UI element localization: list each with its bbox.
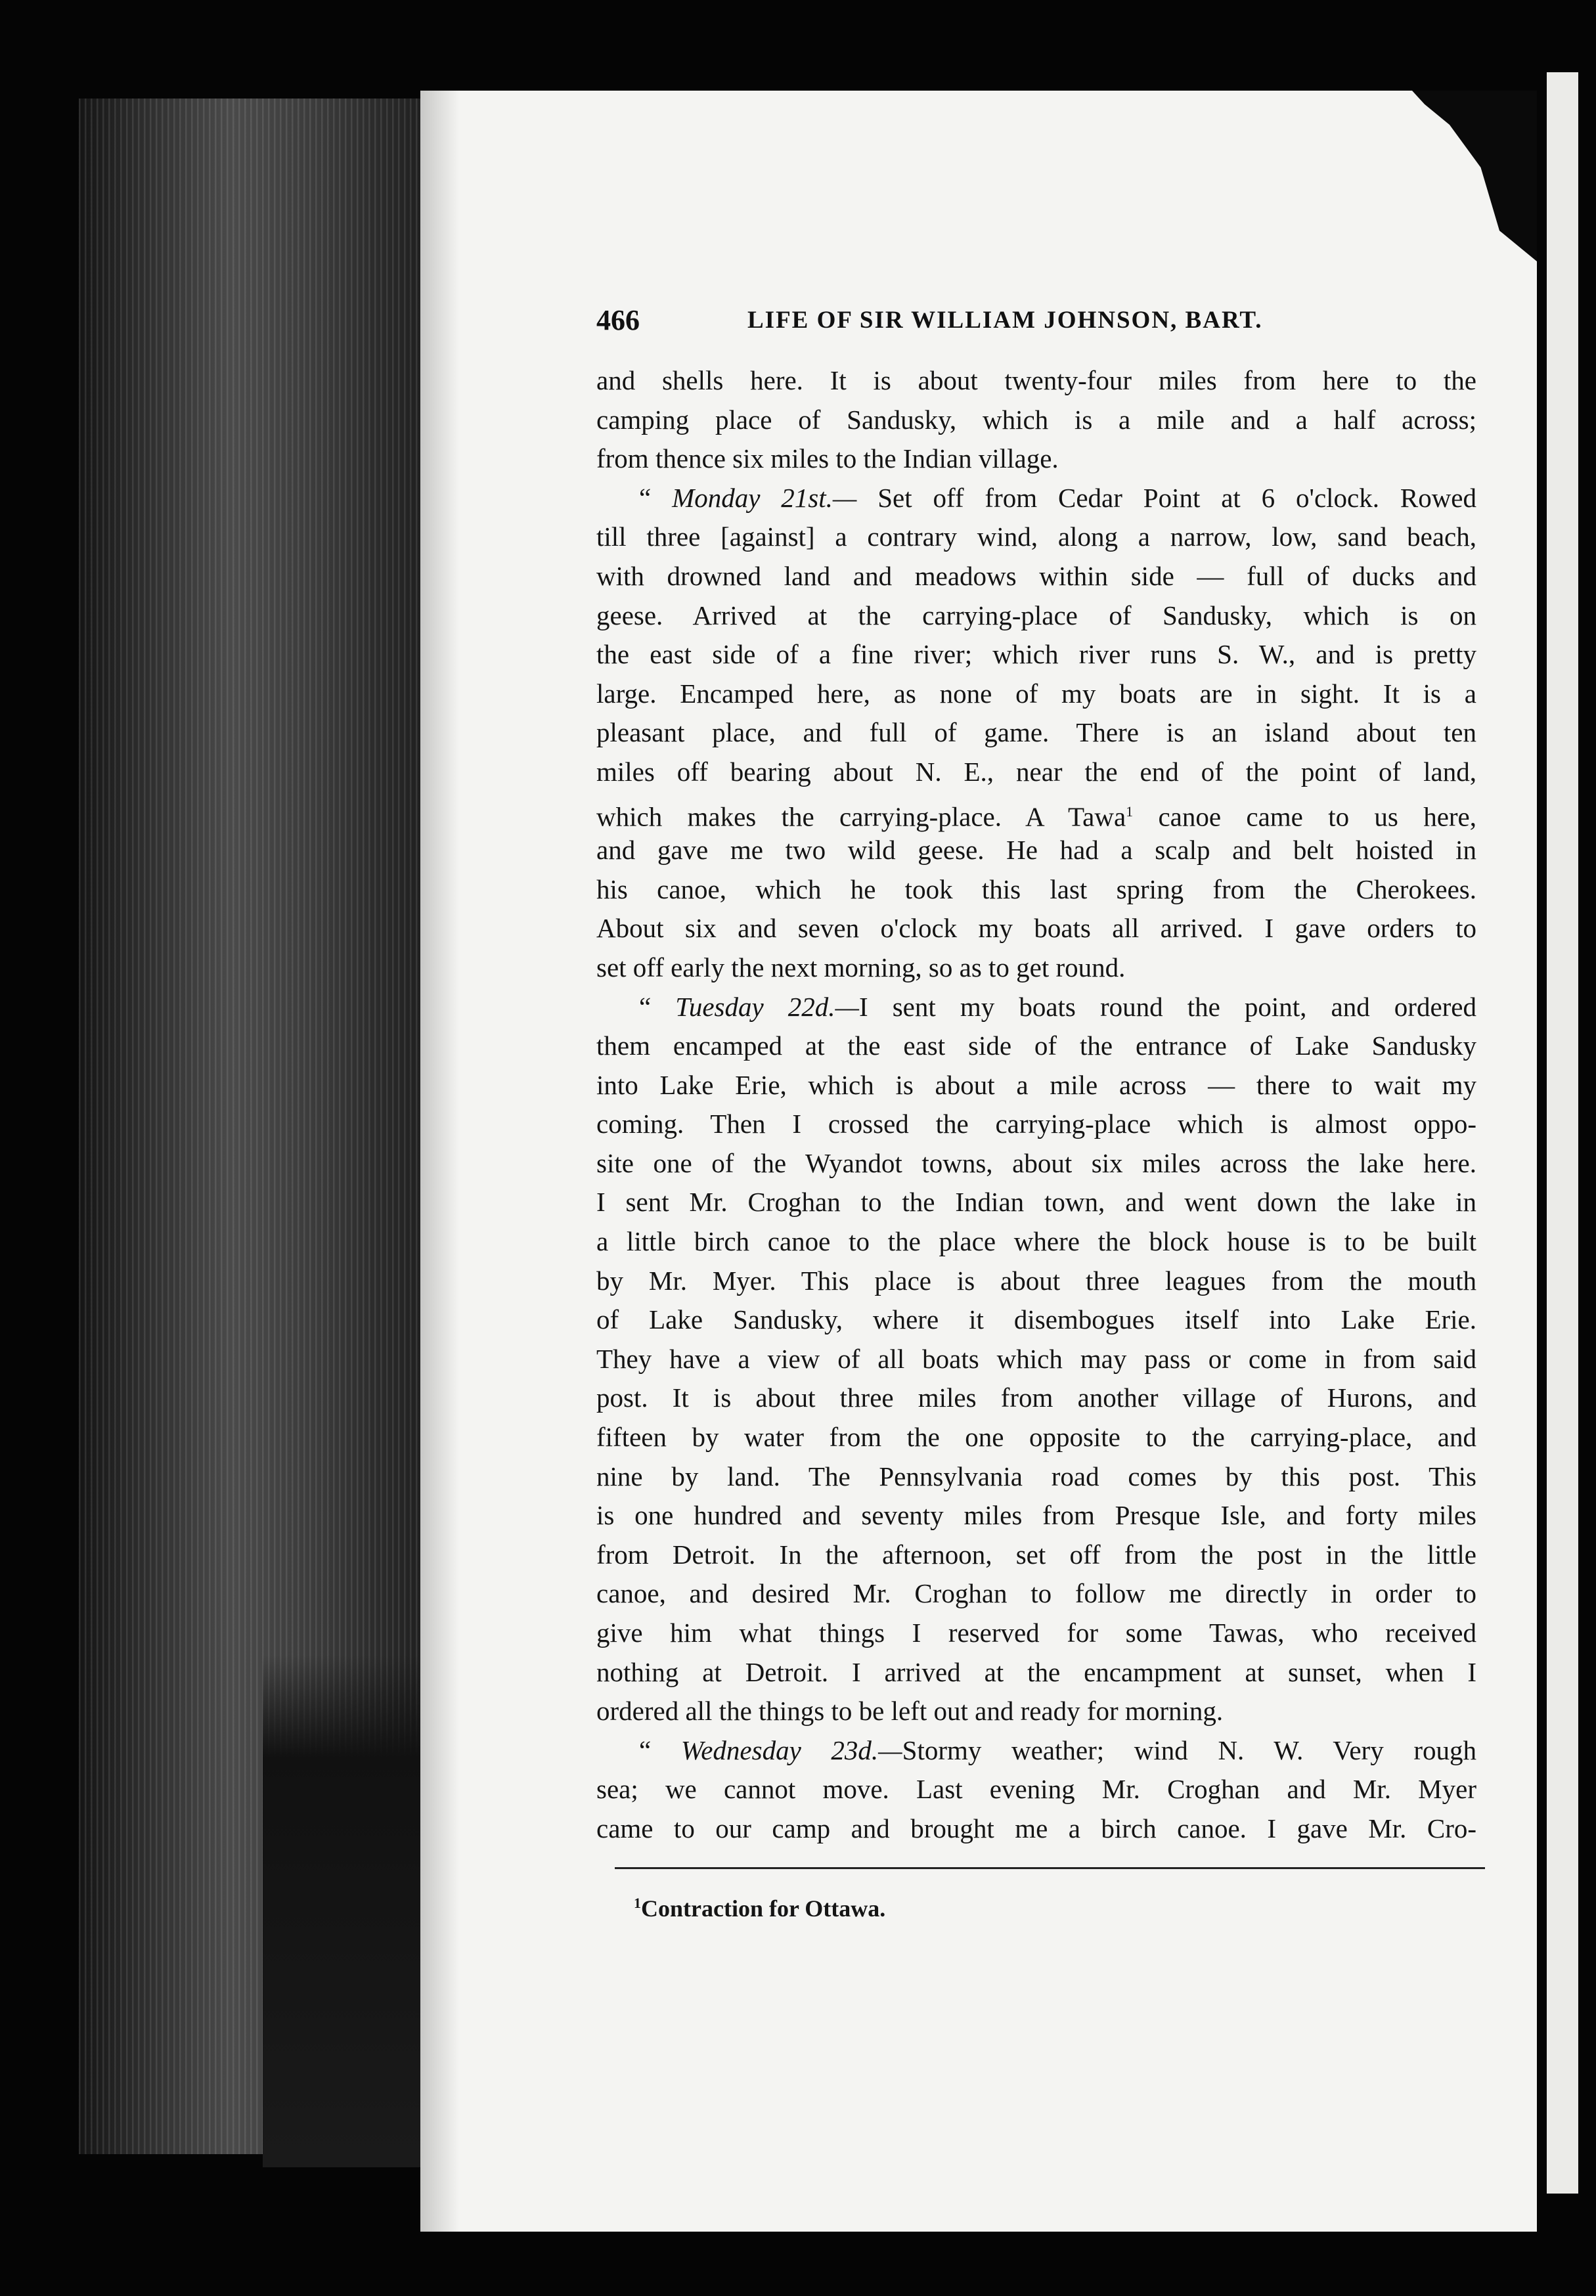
text-line: site one of the Wyandot towns, about six miles across the lake here. — [596, 1147, 1476, 1178]
text-line: set off early the next morning, so as to get round. — [596, 952, 1126, 982]
text-line: camping place of Sandusky, which is a mile and a half across; — [596, 404, 1476, 435]
text-line: I sent Mr. Croghan to the Indian town, and went down the lake in — [596, 1187, 1476, 1218]
text-line: nine by land. The Pennsylvania road comes by this post. This — [596, 1461, 1476, 1491]
text-line: which makes the carrying-place. A Tawa — [596, 801, 1126, 832]
text-line-with-footnote — [596, 792, 1476, 831]
page-gutter-shadow — [420, 91, 460, 2232]
text-line: pleasant place, and full of game. There is an island about ten — [596, 717, 1476, 748]
text-line: About six and seven o'clock my boats all arrived. I gave orders to — [596, 913, 1476, 944]
text-line: them encamped at the east side of the entrance of Lake Sandusky — [596, 1030, 1476, 1061]
text-line: from thence six miles to the Indian village. — [596, 443, 1059, 474]
running-head: LIFE OF SIR WILLIAM JOHNSON, BART. — [747, 307, 1263, 334]
text-line: fifteen by water from the one opposite to the carrying-place, and — [596, 1422, 1476, 1453]
footnote — [634, 1895, 885, 1922]
text-line: Set off from Cedar Point at 6 o'clock. Rowed — [877, 482, 1477, 513]
text-line: canoe came to us here, — [1158, 801, 1476, 832]
text-line: sea; we cannot move. Last evening Mr. Croghan and Mr. Myer — [596, 1774, 1476, 1805]
text-line: nothing at Detroit. I arrived at the encampment at sunset, when I — [596, 1656, 1476, 1687]
footnote-marker: 1 — [1126, 803, 1134, 820]
entry-tuesday — [596, 988, 1476, 1027]
open-quote: “ — [639, 1734, 652, 1765]
footnote-divider — [615, 1867, 1485, 1869]
text-line: post. It is about three miles from another village of Hurons, and — [596, 1382, 1476, 1413]
text-line: his canoe, which he took this last spring from the Cherokees. — [596, 873, 1476, 904]
text-line: large. Encamped here, as none of my boats are in sight. It is a — [596, 678, 1476, 709]
page-body-text — [596, 361, 1476, 1849]
text-line: is one hundred and seventy miles from Presque Isle, and forty miles — [596, 1500, 1476, 1531]
entry-date-wednesday: Wednesday 23d.— — [680, 1734, 902, 1765]
text-line: give him what things I reserved for some Tawas, who received — [596, 1618, 1476, 1648]
text-line: with drowned land and meadows within side — full of ducks and — [596, 560, 1476, 591]
open-quote: “ — [639, 482, 652, 513]
page-header — [596, 303, 1332, 343]
entry-date-tuesday: Tuesday 22d.— — [675, 991, 859, 1022]
footnote-text: Contraction for Ottawa. — [641, 1895, 886, 1922]
text-line: by Mr. Myer. This place is about three leagues from the mouth — [596, 1265, 1476, 1296]
text-line: They have a view of all boats which may pass or come in from said — [596, 1343, 1476, 1374]
text-line: ordered all the things to be left out and ready for morning. — [596, 1696, 1224, 1727]
footnote-number: 1 — [634, 1895, 641, 1911]
text-line: Stormy weather; wind N. W. Very rough — [902, 1734, 1476, 1765]
entry-wednesday — [596, 1731, 1476, 1771]
open-quote: “ — [639, 991, 652, 1022]
text-line: coming. Then I crossed the carrying-place which is almost oppo- — [596, 1109, 1476, 1139]
text-line: a little birch canoe to the place where the block house is to be built — [596, 1226, 1476, 1257]
text-line: I sent my boats round the point, and ordered — [858, 991, 1476, 1022]
entry-monday — [596, 479, 1476, 518]
text-line: from Detroit. In the afternoon, set off from the post in the little — [596, 1539, 1476, 1570]
next-page-edge — [1547, 72, 1578, 2194]
entry-date-monday: Monday 21st.— — [672, 482, 857, 513]
text-line: the east side of a fine river; which river runs S. W., and is pretty — [596, 639, 1476, 670]
text-line: came to our camp and brought me a birch canoe. I gave Mr. Cro- — [596, 1813, 1476, 1843]
text-line: canoe, and desired Mr. Croghan to follow me directly in order to — [596, 1578, 1476, 1609]
text-line: and shells here. It is about twenty-four miles from here to the — [596, 365, 1476, 395]
text-line: miles off bearing about N. E., near the end of the point of land, — [596, 756, 1476, 787]
text-line: into Lake Erie, which is about a mile across — there to wait my — [596, 1069, 1476, 1100]
text-line: till three [against] a contrary wind, along a narrow, low, sand beach, — [596, 521, 1476, 552]
text-line: and gave me two wild geese. He had a scalp and belt hoisted in — [596, 835, 1476, 866]
page-number: 466 — [596, 304, 640, 336]
text-line: of Lake Sandusky, where it disembogues itself into Lake Erie. — [596, 1304, 1476, 1335]
text-line: geese. Arrived at the carrying-place of Sandusky, which is on — [596, 600, 1476, 630]
